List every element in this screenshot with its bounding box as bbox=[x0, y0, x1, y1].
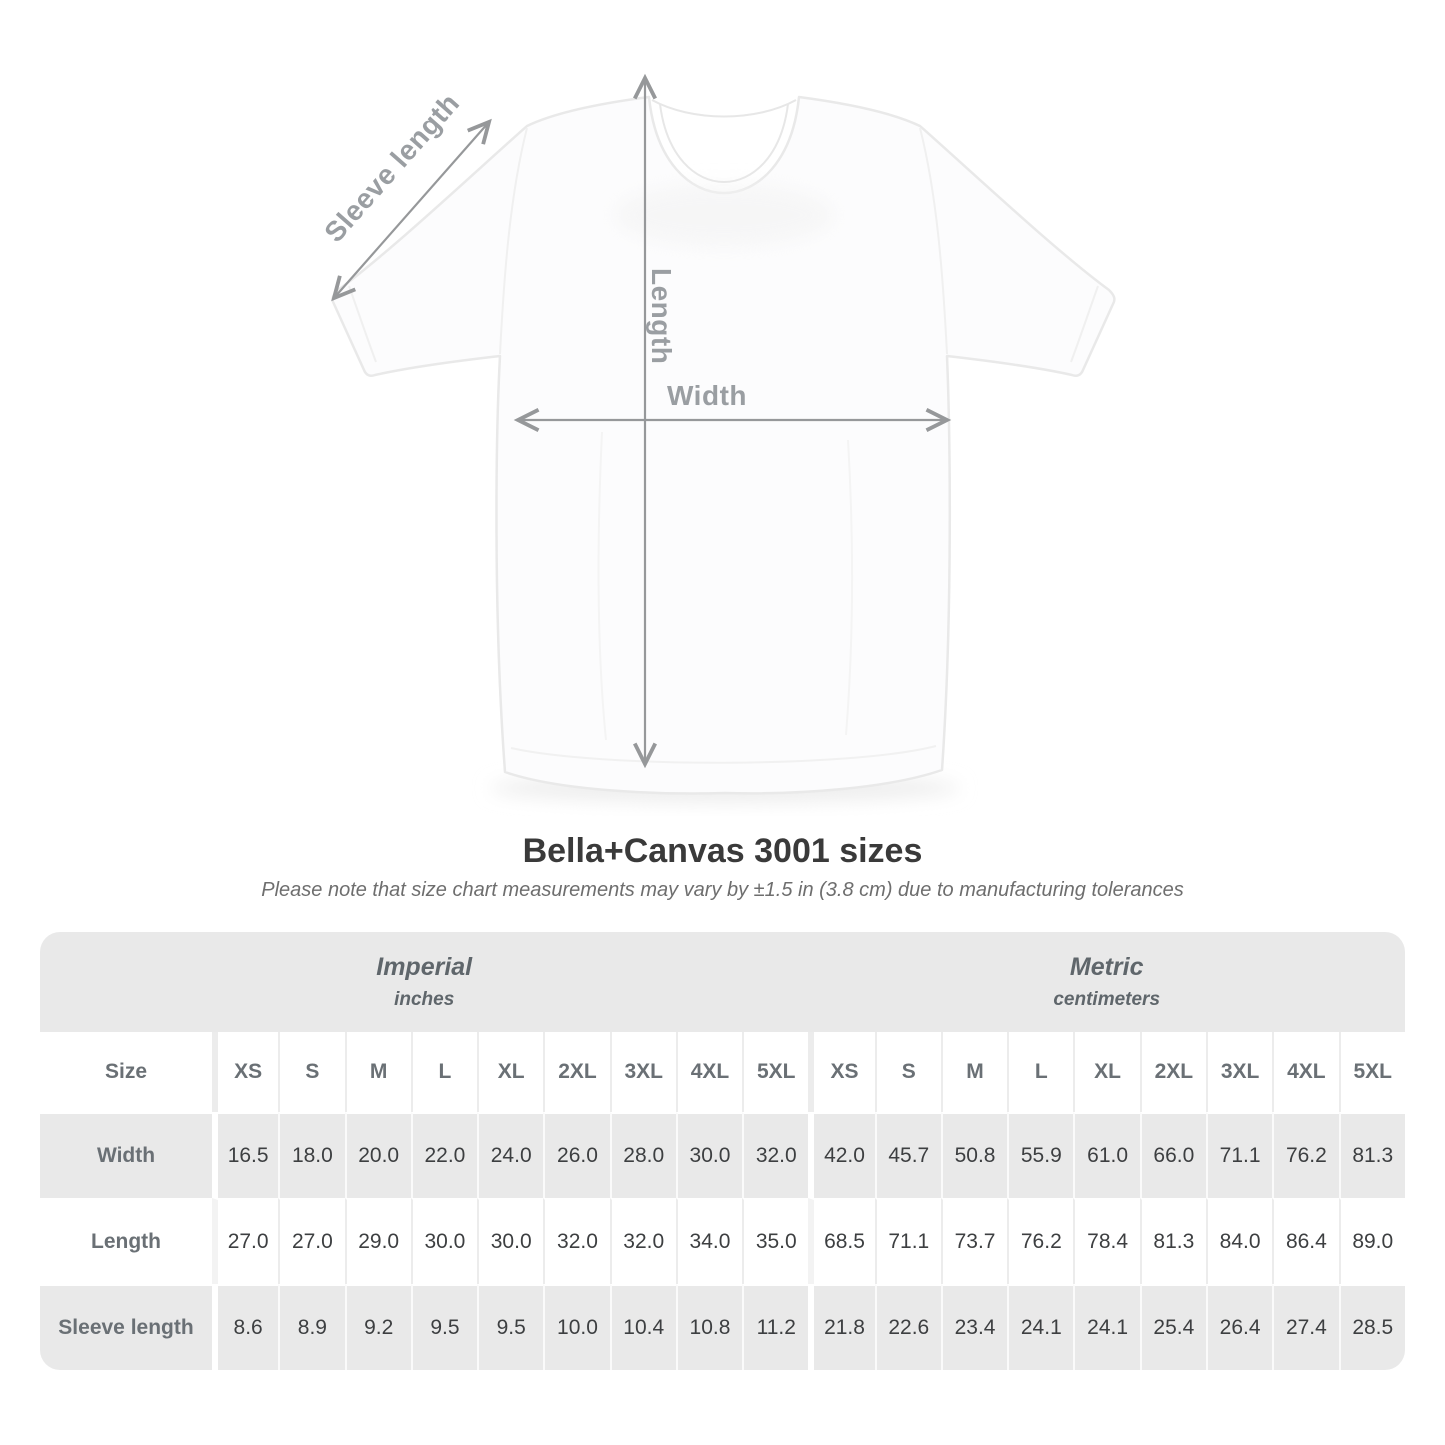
size-header-metric-2xl: 2XL bbox=[1140, 1032, 1206, 1112]
cell-width-imperial-m: 20.0 bbox=[345, 1112, 411, 1198]
tolerance-note: Please note that size chart measurements may vary by ±1.5 in (3.8 cm) due to manufacturing tolerances bbox=[261, 879, 1184, 901]
cell-length-metric-3xl: 84.0 bbox=[1206, 1198, 1272, 1284]
cell-length-metric-s: 71.1 bbox=[875, 1198, 941, 1284]
cell-width-metric-m: 50.8 bbox=[941, 1112, 1007, 1198]
size-header-imperial-3xl: 3XL bbox=[610, 1032, 676, 1112]
cell-width-imperial-3xl: 28.0 bbox=[610, 1112, 676, 1198]
table-row-width bbox=[40, 1112, 1405, 1198]
size-header-imperial-l: L bbox=[411, 1032, 477, 1112]
row-label: Width bbox=[40, 1112, 212, 1198]
size-header-metric-xl: XL bbox=[1073, 1032, 1139, 1112]
size-column-header: Size bbox=[40, 1032, 212, 1112]
cell-width-imperial-5xl: 32.0 bbox=[742, 1112, 808, 1198]
cell-width-metric-5xl: 81.3 bbox=[1339, 1112, 1405, 1198]
cell-sleeve-length-imperial-m: 9.2 bbox=[345, 1284, 411, 1370]
size-header-metric-m: M bbox=[941, 1032, 1007, 1112]
size-header-imperial-5xl: 5XL bbox=[742, 1032, 808, 1112]
cell-sleeve-length-metric-2xl: 25.4 bbox=[1140, 1284, 1206, 1370]
cell-length-metric-2xl: 81.3 bbox=[1140, 1198, 1206, 1284]
cell-width-metric-4xl: 76.2 bbox=[1272, 1112, 1338, 1198]
width-label: Width bbox=[667, 380, 747, 411]
size-header-imperial-2xl: 2XL bbox=[543, 1032, 609, 1112]
cell-length-imperial-4xl: 34.0 bbox=[676, 1198, 742, 1284]
size-header-metric-l: L bbox=[1007, 1032, 1073, 1112]
sizes-header-row bbox=[40, 1032, 1405, 1112]
cell-width-metric-l: 55.9 bbox=[1007, 1112, 1073, 1198]
cell-sleeve-length-metric-s: 22.6 bbox=[875, 1284, 941, 1370]
cell-width-imperial-xl: 24.0 bbox=[477, 1112, 543, 1198]
cell-length-imperial-2xl: 32.0 bbox=[543, 1198, 609, 1284]
cell-length-imperial-l: 30.0 bbox=[411, 1198, 477, 1284]
cell-sleeve-length-metric-5xl: 28.5 bbox=[1339, 1284, 1405, 1370]
size-table-body bbox=[40, 1112, 1405, 1370]
cell-width-imperial-l: 22.0 bbox=[411, 1112, 477, 1198]
cell-width-imperial-xs: 16.5 bbox=[212, 1112, 278, 1198]
imperial-group-header bbox=[40, 932, 808, 1032]
row-label: Length bbox=[40, 1198, 212, 1284]
cell-length-metric-m: 73.7 bbox=[941, 1198, 1007, 1284]
cell-sleeve-length-imperial-5xl: 11.2 bbox=[742, 1284, 808, 1370]
cell-sleeve-length-metric-xl: 24.1 bbox=[1073, 1284, 1139, 1370]
cell-length-metric-xl: 78.4 bbox=[1073, 1198, 1139, 1284]
cell-sleeve-length-imperial-xs: 8.6 bbox=[212, 1284, 278, 1370]
metric-group-header bbox=[808, 932, 1405, 1032]
size-header-imperial-m: M bbox=[345, 1032, 411, 1112]
cell-length-imperial-m: 29.0 bbox=[345, 1198, 411, 1284]
cell-sleeve-length-imperial-2xl: 10.0 bbox=[543, 1284, 609, 1370]
size-header-imperial-xl: XL bbox=[477, 1032, 543, 1112]
cell-sleeve-length-metric-m: 23.4 bbox=[941, 1284, 1007, 1370]
cell-width-metric-2xl: 66.0 bbox=[1140, 1112, 1206, 1198]
size-table-container bbox=[40, 932, 1405, 1370]
cell-sleeve-length-metric-4xl: 27.4 bbox=[1272, 1284, 1338, 1370]
size-header-metric-s: S bbox=[875, 1032, 941, 1112]
cell-sleeve-length-imperial-s: 8.9 bbox=[278, 1284, 344, 1370]
imperial-group-unit: inches bbox=[394, 989, 455, 1010]
cell-width-imperial-4xl: 30.0 bbox=[676, 1112, 742, 1198]
sleeve-length-label: Sleeve length bbox=[318, 87, 466, 248]
cell-length-metric-xs: 68.5 bbox=[808, 1198, 874, 1284]
metric-group-unit: centimeters bbox=[1053, 989, 1161, 1010]
cell-length-imperial-5xl: 35.0 bbox=[742, 1198, 808, 1284]
cell-width-imperial-2xl: 26.0 bbox=[543, 1112, 609, 1198]
cell-length-metric-5xl: 89.0 bbox=[1339, 1198, 1405, 1284]
cell-sleeve-length-imperial-l: 9.5 bbox=[411, 1284, 477, 1370]
metric-group-title: Metric bbox=[1069, 953, 1144, 981]
units-header-row bbox=[40, 932, 1405, 1032]
cell-length-imperial-xs: 27.0 bbox=[212, 1198, 278, 1284]
cell-sleeve-length-imperial-3xl: 10.4 bbox=[610, 1284, 676, 1370]
cell-sleeve-length-metric-xs: 21.8 bbox=[808, 1284, 874, 1370]
tshirt-illustration bbox=[333, 97, 1115, 793]
size-header-metric-4xl: 4XL bbox=[1272, 1032, 1338, 1112]
cell-length-imperial-3xl: 32.0 bbox=[610, 1198, 676, 1284]
cell-length-metric-l: 76.2 bbox=[1007, 1198, 1073, 1284]
length-label: Length bbox=[646, 268, 677, 365]
cell-width-metric-xs: 42.0 bbox=[808, 1112, 874, 1198]
cell-width-metric-3xl: 71.1 bbox=[1206, 1112, 1272, 1198]
cell-sleeve-length-metric-l: 24.1 bbox=[1007, 1284, 1073, 1370]
cell-width-metric-s: 45.7 bbox=[875, 1112, 941, 1198]
size-table bbox=[40, 932, 1405, 1370]
row-label: Sleeve length bbox=[40, 1284, 212, 1370]
cell-sleeve-length-metric-3xl: 26.4 bbox=[1206, 1284, 1272, 1370]
size-header-metric-5xl: 5XL bbox=[1339, 1032, 1405, 1112]
size-header-imperial-4xl: 4XL bbox=[676, 1032, 742, 1112]
size-header-imperial-xs: XS bbox=[212, 1032, 278, 1112]
cell-sleeve-length-imperial-xl: 9.5 bbox=[477, 1284, 543, 1370]
imperial-group-title: Imperial bbox=[376, 953, 473, 981]
cell-width-imperial-s: 18.0 bbox=[278, 1112, 344, 1198]
page-title: Bella+Canvas 3001 sizes bbox=[522, 832, 923, 870]
table-row-length bbox=[40, 1198, 1405, 1284]
cell-length-imperial-s: 27.0 bbox=[278, 1198, 344, 1284]
cell-sleeve-length-imperial-4xl: 10.8 bbox=[676, 1284, 742, 1370]
size-header-metric-3xl: 3XL bbox=[1206, 1032, 1272, 1112]
size-header-imperial-s: S bbox=[278, 1032, 344, 1112]
size-header-metric-xs: XS bbox=[808, 1032, 874, 1112]
cell-width-metric-xl: 61.0 bbox=[1073, 1112, 1139, 1198]
cell-length-metric-4xl: 86.4 bbox=[1272, 1198, 1338, 1284]
cell-length-imperial-xl: 30.0 bbox=[477, 1198, 543, 1284]
table-row-sleeve-length bbox=[40, 1284, 1405, 1370]
